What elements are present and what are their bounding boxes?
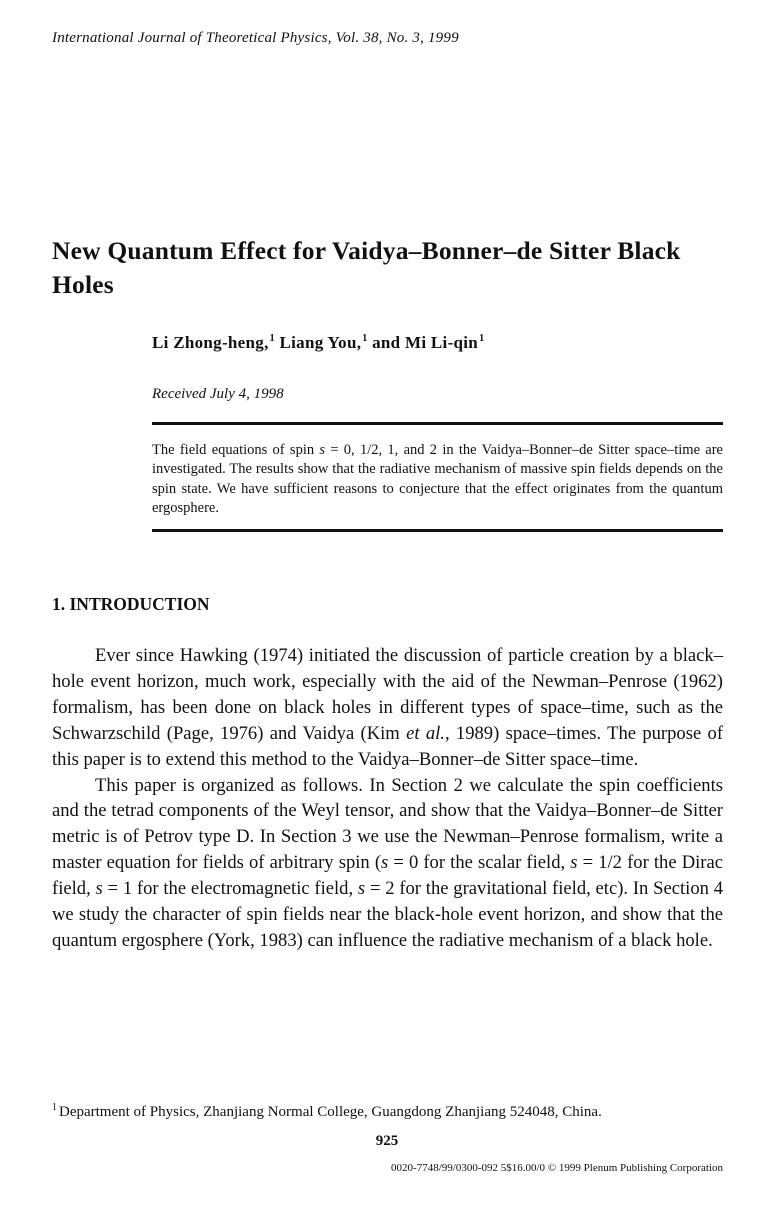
paper-title: New Quantum Effect for Vaidya–Bonner–de Sitter Black Holes: [52, 236, 681, 299]
introduction-body: [52, 643, 723, 954]
abstract-bottom-rule: [152, 529, 723, 532]
spin-symbol: s: [319, 442, 326, 458]
paragraph-text: = 1 for the electromagnetic field,: [102, 878, 358, 900]
paragraph-text: This paper is organized as follows. In Section 2 we calculate the spin coefficients and the tetrad components of the Weyl tensor, and show that the Vaidya–Bonner–de Sitter metric is of Petrov type D. In Section 3 we use the Newman–Penrose formalism, write a master equation for fields of arbitrary spin (: [52, 774, 723, 874]
copyright-line: 0020-7748/99/0300-092 5$16.00/0 © 1999 Plenum Publishing Corporation: [391, 1162, 723, 1174]
affiliation-mark: 1: [362, 333, 368, 345]
footnote-mark: 1: [52, 1102, 57, 1113]
paragraph-text: = 1/2 for the Dirac field,: [52, 852, 723, 900]
author-list: [152, 333, 484, 353]
abstract-top-rule: [152, 422, 723, 425]
paragraph-1: [52, 643, 723, 773]
footnote-text: Department of Physics, Zhanjiang Normal College, Guangdong Zhanjiang 524048, China.: [59, 1104, 602, 1120]
author-name: and Mi Li-qin: [372, 333, 479, 352]
spin-symbol: s: [381, 852, 389, 874]
abstract-text: = 0, 1/2, 1, and 2 in the Vaidya–Bonner–de Sitter space–time are investigated. The results show that the radiative mechanism of massive spin fields depends on the spin state. We have sufficient reasons to conjecture that the effect originates from the quantum ergosphere.: [152, 442, 723, 517]
paragraph-text: Ever since Hawking (1974) initiated the discussion of particle creation by a black–hole event horizon, much work, especially with the aid of the Newman–Penrose (1962) formalism, has been done on black holes in different types of space–time, such as the Schwarzschild (Page, 1976) and Vaidya (Kim: [52, 645, 723, 744]
spin-symbol: s: [95, 878, 103, 900]
et-al: et al.: [406, 722, 445, 744]
section-heading: 1. INTRODUCTION: [52, 594, 210, 614]
author-name: Li Zhong-heng,: [152, 333, 269, 352]
affiliation-mark: 1: [269, 333, 275, 345]
affiliation-footnote: [52, 1104, 602, 1121]
paragraph-text: = 0 for the scalar field,: [388, 852, 571, 874]
abstract-text: The field equations of spin: [152, 442, 320, 458]
received-date: Received July 4, 1998: [152, 386, 284, 402]
affiliation-mark: 1: [479, 333, 485, 345]
paragraph-text: , 1989) space–times. The purpose of this paper is to extend this method to the Vaidya–Bonner–de Sitter space–time.: [52, 722, 724, 770]
journal-header: International Journal of Theoretical Physics, Vol. 38, No. 3, 1999: [52, 30, 459, 46]
spin-symbol: s: [357, 878, 366, 900]
abstract: [152, 441, 723, 519]
paragraph-2: [52, 773, 723, 954]
spin-symbol: s: [570, 852, 578, 874]
paragraph-text: = 2 for the gravitational field, etc). In Section 4 we study the character of spin fields near the black-hole event horizon, and show that the quantum ergosphere (York, 1983) can influence the radiative mechanism of a black hole.: [52, 878, 723, 951]
page-number: 925: [375, 1133, 399, 1149]
author-name: Liang You,: [279, 333, 362, 352]
